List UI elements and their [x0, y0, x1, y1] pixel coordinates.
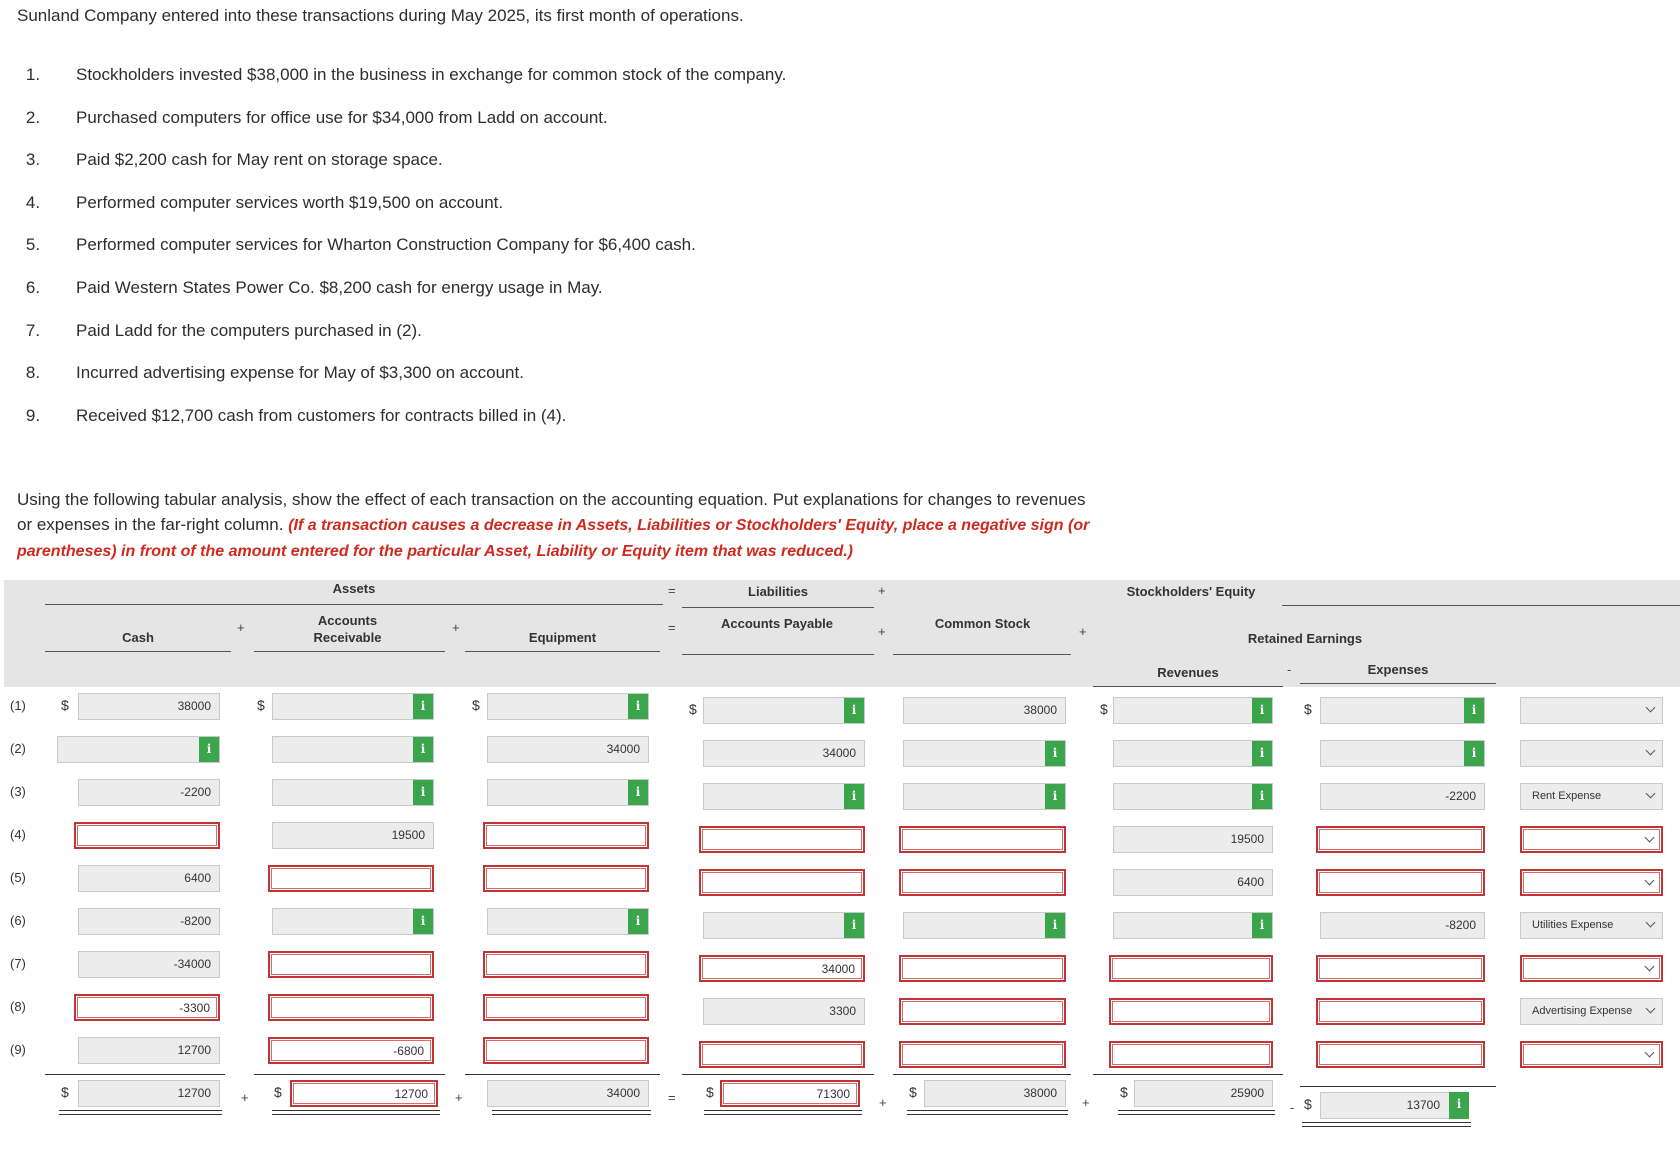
- row-4-expenses-input[interactable]: [1316, 826, 1485, 853]
- chevron-down-icon: [1646, 1004, 1656, 1014]
- row-6-cash-input[interactable]: -8200: [78, 908, 220, 935]
- header-stockholders-equity: Stockholders' Equity: [1126, 584, 1256, 599]
- row-7-accounts-receivable-input[interactable]: [268, 951, 434, 978]
- row-2-accounts-receivable-input[interactable]: [272, 736, 434, 763]
- total-rule: [1093, 1074, 1283, 1075]
- dollar-sign: $: [1120, 1084, 1128, 1100]
- total-rule: [682, 1074, 874, 1075]
- chevron-down-icon: [1646, 918, 1656, 928]
- row-3-explanation-select[interactable]: [1520, 783, 1663, 810]
- explanation-value: Advertising Expense: [1532, 1005, 1633, 1017]
- row-2-explanation-select[interactable]: [1520, 740, 1663, 767]
- transaction-text: Purchased computers for office use for $34,000 from Ladd on account.: [76, 107, 608, 127]
- total-cs-input[interactable]: 38000: [924, 1080, 1066, 1107]
- chevron-down-icon: [1646, 703, 1656, 713]
- dollar-sign: $: [1100, 701, 1108, 717]
- header-equals-top: =: [668, 583, 676, 598]
- info-icon[interactable]: i: [413, 737, 433, 762]
- total-rev-input[interactable]: 25900: [1134, 1080, 1273, 1107]
- info-icon[interactable]: i: [1252, 913, 1272, 938]
- row-label: (2): [10, 741, 26, 756]
- dollar-sign: $: [257, 697, 265, 713]
- total-double-underline: [59, 1110, 222, 1115]
- row-label: (9): [10, 1042, 26, 1057]
- row-3-equipment-input[interactable]: [487, 779, 649, 806]
- info-icon[interactable]: i: [413, 909, 433, 934]
- row-7-explanation-select[interactable]: [1520, 955, 1663, 982]
- row-6-accounts-payable-input[interactable]: [703, 912, 865, 939]
- total-rule: [1300, 1086, 1496, 1087]
- header-minus: -: [1287, 662, 1292, 677]
- transaction-number: 3.: [25, 150, 41, 170]
- row-4-explanation-select[interactable]: [1520, 826, 1663, 853]
- row-9-accounts-payable-input[interactable]: [699, 1041, 865, 1068]
- header-equals: =: [668, 620, 676, 635]
- total-rule: [893, 1074, 1071, 1075]
- row-4-common-stock-input[interactable]: [899, 826, 1066, 853]
- info-icon[interactable]: i: [1045, 913, 1065, 938]
- row-1-cash-input[interactable]: 38000: [78, 693, 220, 720]
- dollar-sign: $: [689, 701, 697, 717]
- cs-underline: [893, 654, 1071, 655]
- row-label: (7): [10, 956, 26, 971]
- header-plus-1: +: [237, 620, 245, 635]
- row-7-expenses-input[interactable]: [1316, 955, 1485, 982]
- transaction-number: 9.: [25, 405, 41, 425]
- row-6-explanation-select[interactable]: [1520, 912, 1663, 939]
- row-2-common-stock-input[interactable]: [903, 740, 1066, 767]
- info-icon[interactable]: i: [413, 694, 433, 719]
- info-icon[interactable]: i: [1252, 784, 1272, 809]
- total-cash-input[interactable]: 12700: [78, 1080, 220, 1107]
- row-8-accounts-receivable-input[interactable]: [268, 994, 434, 1021]
- info-icon[interactable]: i: [1464, 698, 1484, 723]
- row-6-revenues-input[interactable]: [1113, 912, 1273, 939]
- row-2-revenues-input[interactable]: [1113, 740, 1273, 767]
- row-9-revenues-input[interactable]: [1109, 1041, 1273, 1068]
- header-liabilities: Liabilities: [748, 584, 808, 599]
- transaction-text: Paid Ladd for the computers purchased in (2).: [76, 320, 422, 340]
- row-5-cash-input[interactable]: 6400: [78, 865, 220, 892]
- row-label: (3): [10, 784, 26, 799]
- total-operator: =: [668, 1090, 676, 1105]
- assets-underline: [45, 604, 663, 605]
- row-6-common-stock-input[interactable]: [903, 912, 1066, 939]
- dollar-sign: $: [61, 1084, 69, 1100]
- row-3-revenues-input[interactable]: [1113, 783, 1273, 810]
- row-3-accounts-payable-input[interactable]: [703, 783, 865, 810]
- info-icon[interactable]: i: [1464, 741, 1484, 766]
- transaction-number: 6.: [25, 278, 41, 297]
- info-icon[interactable]: i: [1045, 784, 1065, 809]
- transaction-text: Received $12,700 cash from customers for contracts billed in (4).: [76, 405, 567, 425]
- row-2-accounts-payable-input[interactable]: 34000: [703, 740, 865, 767]
- row-1-accounts-payable-input[interactable]: [703, 697, 865, 724]
- transaction-number: 1.: [25, 65, 41, 84]
- row-1-revenues-input[interactable]: [1113, 697, 1273, 724]
- row-5-accounts-receivable-input[interactable]: [268, 865, 434, 892]
- header-accounts-receivable: Accounts Receivable: [313, 613, 382, 645]
- problem-intro: Sunland Company entered into these transactions during May 2025, its first month of operations.: [17, 6, 744, 25]
- total-equip-input[interactable]: 34000: [487, 1080, 649, 1107]
- info-icon[interactable]: i: [628, 694, 648, 719]
- revenues-underline: [1093, 686, 1283, 687]
- row-8-revenues-input[interactable]: [1109, 998, 1273, 1025]
- row-6-expenses-input[interactable]: -8200: [1320, 912, 1485, 939]
- header-expenses: Expenses: [1367, 662, 1429, 677]
- transaction-number: 8.: [25, 363, 41, 383]
- row-label: (4): [10, 827, 26, 842]
- dollar-sign: $: [706, 1084, 714, 1100]
- row-1-common-stock-input[interactable]: 38000: [903, 697, 1066, 724]
- chevron-down-icon: [1645, 833, 1655, 843]
- equity-underline: [1282, 605, 1680, 606]
- header-plus-3: +: [878, 624, 886, 639]
- transaction-number: 4.: [25, 192, 41, 212]
- info-icon[interactable]: i: [413, 780, 433, 805]
- row-5-common-stock-input[interactable]: [899, 869, 1066, 896]
- transaction-text: Performed computer services worth $19,500 on account.: [76, 192, 504, 212]
- total-rule: [465, 1074, 660, 1075]
- total-double-underline: [907, 1110, 1068, 1115]
- row-8-explanation-select[interactable]: [1520, 998, 1663, 1025]
- transaction-text: Performed computer services for Wharton Construction Company for $6,400 cash.: [76, 235, 696, 255]
- transaction-text: Stockholders invested $38,000 in the business in exchange for common stock of the company.: [76, 65, 787, 84]
- transaction-number: 7.: [25, 320, 41, 340]
- row-4-cash-input[interactable]: [74, 822, 220, 849]
- row-1-equipment-input[interactable]: [487, 693, 649, 720]
- header-common-stock: Common Stock: [934, 616, 1031, 631]
- total-operator: +: [455, 1090, 463, 1105]
- row-8-equipment-input[interactable]: [483, 994, 649, 1021]
- row-9-explanation-select[interactable]: [1520, 1041, 1663, 1068]
- row-8-expenses-input[interactable]: [1316, 998, 1485, 1025]
- info-icon[interactable]: i: [199, 737, 219, 762]
- header-retained-earnings: Retained Earnings: [1247, 631, 1363, 646]
- row-7-equipment-input[interactable]: [483, 951, 649, 978]
- row-4-accounts-payable-input[interactable]: [699, 826, 865, 853]
- info-icon[interactable]: i: [844, 784, 864, 809]
- total-double-underline: [492, 1110, 651, 1115]
- header-equipment: Equipment: [528, 630, 597, 645]
- info-icon[interactable]: i: [1252, 698, 1272, 723]
- row-3-cash-input[interactable]: -2200: [78, 779, 220, 806]
- total-double-underline: [704, 1110, 862, 1115]
- chevron-down-icon: [1645, 1048, 1655, 1058]
- row-9-expenses-input[interactable]: [1316, 1041, 1485, 1068]
- row-3-expenses-input[interactable]: -2200: [1320, 783, 1485, 810]
- row-2-equipment-input[interactable]: 34000: [487, 736, 649, 763]
- transaction-number: 5.: [25, 235, 41, 255]
- expenses-underline: [1300, 683, 1496, 684]
- row-3-common-stock-input[interactable]: [903, 783, 1066, 810]
- total-rule: [254, 1074, 445, 1075]
- explanation-value: Utilities Expense: [1532, 919, 1614, 931]
- row-7-cash-input[interactable]: -34000: [78, 951, 220, 978]
- row-5-equipment-input[interactable]: [483, 865, 649, 892]
- dollar-sign: $: [274, 1084, 282, 1100]
- header-cash: Cash: [122, 630, 154, 645]
- dollar-sign: $: [1304, 701, 1312, 717]
- chevron-down-icon: [1645, 962, 1655, 972]
- transaction-number: 2.: [25, 107, 41, 127]
- row-8-accounts-payable-input[interactable]: 3300: [703, 998, 865, 1025]
- total-exp-input[interactable]: 13700: [1320, 1092, 1469, 1119]
- row-9-accounts-receivable-input[interactable]: -6800: [268, 1037, 434, 1064]
- instructions-text: Using the following tabular analysis, show the effect of each transaction on the accounting equation. Put explanations for changes to revenues or expenses in the far-right column.: [17, 490, 1086, 534]
- info-icon[interactable]: i: [628, 780, 648, 805]
- row-5-expenses-input[interactable]: [1316, 869, 1485, 896]
- cash-underline: [45, 651, 231, 652]
- row-1-accounts-receivable-input[interactable]: [272, 693, 434, 720]
- info-icon[interactable]: i: [844, 698, 864, 723]
- row-label: (1): [10, 698, 26, 713]
- row-8-common-stock-input[interactable]: [899, 998, 1066, 1025]
- equipment-underline: [465, 651, 660, 652]
- total-ap-input[interactable]: 71300: [720, 1080, 860, 1107]
- instructions-note: (If a transaction causes a decrease in Assets, Liabilities or Stockholders' Equity, place a negative sign (or parentheses) in front of the amount entered for the particular Asset, Liability or Equity item that was reduced.): [17, 517, 1090, 560]
- total-operator: +: [879, 1095, 887, 1110]
- header-plus-top: +: [878, 583, 886, 598]
- liabilities-underline: [682, 607, 874, 608]
- total-double-underline: [272, 1110, 440, 1115]
- dollar-sign: $: [1304, 1096, 1312, 1112]
- total-operator: +: [1082, 1095, 1090, 1110]
- header-plus-4: +: [1079, 624, 1087, 639]
- transaction-text: Paid $2,200 cash for May rent on storage space.: [76, 150, 443, 170]
- row-9-common-stock-input[interactable]: [899, 1041, 1066, 1068]
- header-revenues: Revenues: [1157, 665, 1219, 680]
- header-accounts-payable: Accounts Payable: [721, 616, 833, 631]
- total-double-underline: [1302, 1122, 1471, 1127]
- row-6-equipment-input[interactable]: [487, 908, 649, 935]
- ap-underline: [682, 654, 874, 655]
- row-label: (6): [10, 913, 26, 928]
- chevron-down-icon: [1646, 789, 1656, 799]
- dollar-sign: $: [909, 1084, 917, 1100]
- row-7-common-stock-input[interactable]: [899, 955, 1066, 982]
- row-8-cash-input[interactable]: -3300: [74, 994, 220, 1021]
- chevron-down-icon: [1646, 746, 1656, 756]
- info-icon[interactable]: i: [1045, 741, 1065, 766]
- info-icon[interactable]: i: [844, 913, 864, 938]
- row-9-cash-input[interactable]: 12700: [78, 1037, 220, 1064]
- info-icon[interactable]: i: [1252, 741, 1272, 766]
- dollar-sign: $: [472, 697, 480, 713]
- row-7-revenues-input[interactable]: [1109, 955, 1273, 982]
- row-5-accounts-payable-input[interactable]: [699, 869, 865, 896]
- row-4-accounts-receivable-input[interactable]: 19500: [272, 822, 434, 849]
- row-6-accounts-receivable-input[interactable]: [272, 908, 434, 935]
- row-2-cash-input[interactable]: [57, 736, 220, 763]
- dollar-sign: $: [61, 697, 69, 713]
- row-2-expenses-input[interactable]: [1320, 740, 1485, 767]
- transaction-text: Incurred advertising expense for May of $3,300 on account.: [76, 363, 524, 383]
- row-5-revenues-input[interactable]: 6400: [1113, 869, 1273, 896]
- row-4-equipment-input[interactable]: [483, 822, 649, 849]
- header-assets: Assets: [332, 581, 376, 596]
- explanation-value: Rent Expense: [1532, 790, 1602, 802]
- row-1-explanation-select[interactable]: [1520, 697, 1663, 724]
- ar-underline: [254, 651, 445, 652]
- total-operator: -: [1290, 1100, 1295, 1115]
- instructions: [17, 487, 1097, 564]
- row-5-explanation-select[interactable]: [1520, 869, 1663, 896]
- row-4-revenues-input[interactable]: 19500: [1113, 826, 1273, 853]
- row-7-accounts-payable-input[interactable]: 34000: [699, 955, 865, 982]
- total-ar-input[interactable]: 12700: [290, 1080, 438, 1107]
- info-icon[interactable]: i: [1449, 1092, 1469, 1119]
- header-plus-2: +: [452, 620, 460, 635]
- total-rule: [45, 1074, 225, 1075]
- row-1-expenses-input[interactable]: [1320, 697, 1485, 724]
- info-icon[interactable]: i: [628, 909, 648, 934]
- row-3-accounts-receivable-input[interactable]: [272, 779, 434, 806]
- transaction-text: Paid Western States Power Co. $8,200 cash for energy usage in May.: [76, 278, 603, 297]
- total-double-underline: [1118, 1110, 1275, 1115]
- row-label: (8): [10, 999, 26, 1014]
- row-label: (5): [10, 870, 26, 885]
- total-operator: +: [241, 1090, 249, 1105]
- row-9-equipment-input[interactable]: [483, 1037, 649, 1064]
- chevron-down-icon: [1645, 876, 1655, 886]
